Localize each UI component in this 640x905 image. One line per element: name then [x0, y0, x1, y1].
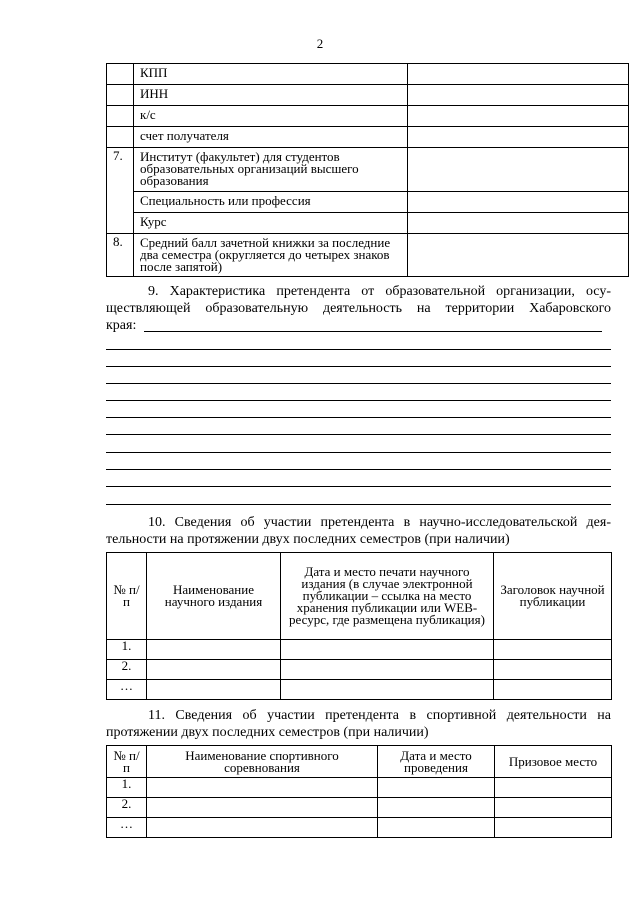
- row-number: 1.: [107, 778, 147, 798]
- table-cell: [494, 640, 612, 660]
- table-cell: [281, 660, 494, 680]
- blank-line[interactable]: [144, 331, 602, 332]
- header-name: Наименование научного издания: [147, 553, 281, 640]
- row-label: Курс: [134, 213, 408, 234]
- blank-line[interactable]: [106, 452, 611, 453]
- row-value: [408, 85, 629, 106]
- table-row: [107, 660, 612, 680]
- table-row: [107, 818, 612, 838]
- table-cell: [147, 640, 281, 660]
- table-cell: [147, 798, 378, 818]
- blank-line[interactable]: [106, 486, 611, 487]
- blank-line[interactable]: [106, 469, 611, 470]
- table-cell: [494, 660, 612, 680]
- row-number: 7.: [107, 148, 134, 234]
- table-row: [107, 148, 629, 192]
- table-cell: [495, 818, 612, 838]
- research-table: [106, 552, 612, 700]
- table-row: [107, 192, 629, 213]
- table-cell: [281, 640, 494, 660]
- row-label: КПП: [134, 64, 408, 85]
- section10-line-1: 10. Сведения об участии претендента в научно-исследовательской дея-: [148, 515, 611, 530]
- row-number: …: [107, 680, 147, 700]
- header-name: Наименование спортивного соревнования: [147, 746, 378, 778]
- table-row: [107, 85, 629, 106]
- blank-line[interactable]: [106, 417, 611, 418]
- table-row: [107, 778, 612, 798]
- header-num: № п/п: [107, 746, 147, 778]
- blank-line[interactable]: [106, 400, 611, 401]
- section11-line-2: протяжении двух последних семестров (при наличии): [106, 725, 429, 740]
- header-date: Дата и место проведения: [378, 746, 495, 778]
- row-number: 8.: [107, 234, 134, 277]
- row-number: [107, 106, 134, 127]
- page-number: 2: [316, 36, 324, 51]
- row-label: ИНН: [134, 85, 408, 106]
- section9-line-3: края:: [106, 318, 137, 333]
- table-cell: [147, 680, 281, 700]
- table-cell: [378, 798, 495, 818]
- row-number: 1.: [107, 640, 147, 660]
- table-header-row: [107, 746, 612, 778]
- section11-line-1: 11. Сведения об участии претендента в спортивной деятельности на: [148, 708, 611, 723]
- table-row: [107, 106, 629, 127]
- row-value: [408, 106, 629, 127]
- header-title: Заголовок научной публикации: [494, 553, 612, 640]
- table-row: [107, 213, 629, 234]
- table-row: [107, 640, 612, 660]
- row-value: [408, 127, 629, 148]
- table-cell: [495, 798, 612, 818]
- row-label: Институт (факультет) для студентов образовательных организаций высшего образования: [134, 148, 408, 192]
- row-number: [107, 127, 134, 148]
- table-cell: [147, 660, 281, 680]
- row-number: [107, 85, 134, 106]
- row-value: [408, 213, 629, 234]
- blank-line[interactable]: [106, 349, 611, 350]
- header-date: Дата и место печати научного издания (в случае электронной публикации – ссылка на место хранения публикации или WEB-ресурс, где размещена публикация): [281, 553, 494, 640]
- table-cell: [378, 818, 495, 838]
- table-row: [107, 127, 629, 148]
- row-label: Специальность или профессия: [134, 192, 408, 213]
- row-label: к/с: [134, 106, 408, 127]
- blank-line[interactable]: [106, 504, 611, 505]
- table-header-row: [107, 553, 612, 640]
- table-row: [107, 680, 612, 700]
- header-place: Призовое место: [495, 746, 612, 778]
- row-number: [107, 64, 134, 85]
- table-cell: [147, 818, 378, 838]
- row-number: …: [107, 818, 147, 838]
- row-label: счет получателя: [134, 127, 408, 148]
- table-cell: [378, 778, 495, 798]
- row-label: Средний балл зачетной книжки за последние два семестра (округляется до четырех знаков после запятой): [134, 234, 408, 277]
- blank-line[interactable]: [106, 383, 611, 384]
- table-row: [107, 798, 612, 818]
- blank-line[interactable]: [106, 366, 611, 367]
- blank-line[interactable]: [106, 434, 611, 435]
- table-cell: [495, 778, 612, 798]
- table-cell: [281, 680, 494, 700]
- table-cell: [494, 680, 612, 700]
- row-number: 2.: [107, 660, 147, 680]
- section9-line-2: ществляющей образовательную деятельность на территории Хабаровского: [106, 301, 611, 316]
- table-cell: [147, 778, 378, 798]
- recipient-info-table: [106, 63, 629, 277]
- row-value: [408, 234, 629, 277]
- table-row: [107, 64, 629, 85]
- table-row: [107, 234, 629, 277]
- section9-line-1: 9. Характеристика претендента от образовательной организации, осу-: [148, 284, 611, 299]
- row-value: [408, 192, 629, 213]
- row-number: 2.: [107, 798, 147, 818]
- sports-table: [106, 745, 612, 838]
- row-value: [408, 148, 629, 192]
- header-num: № п/п: [107, 553, 147, 640]
- row-value: [408, 64, 629, 85]
- section10-line-2: тельности на протяжении двух последних семестров (при наличии): [106, 532, 510, 547]
